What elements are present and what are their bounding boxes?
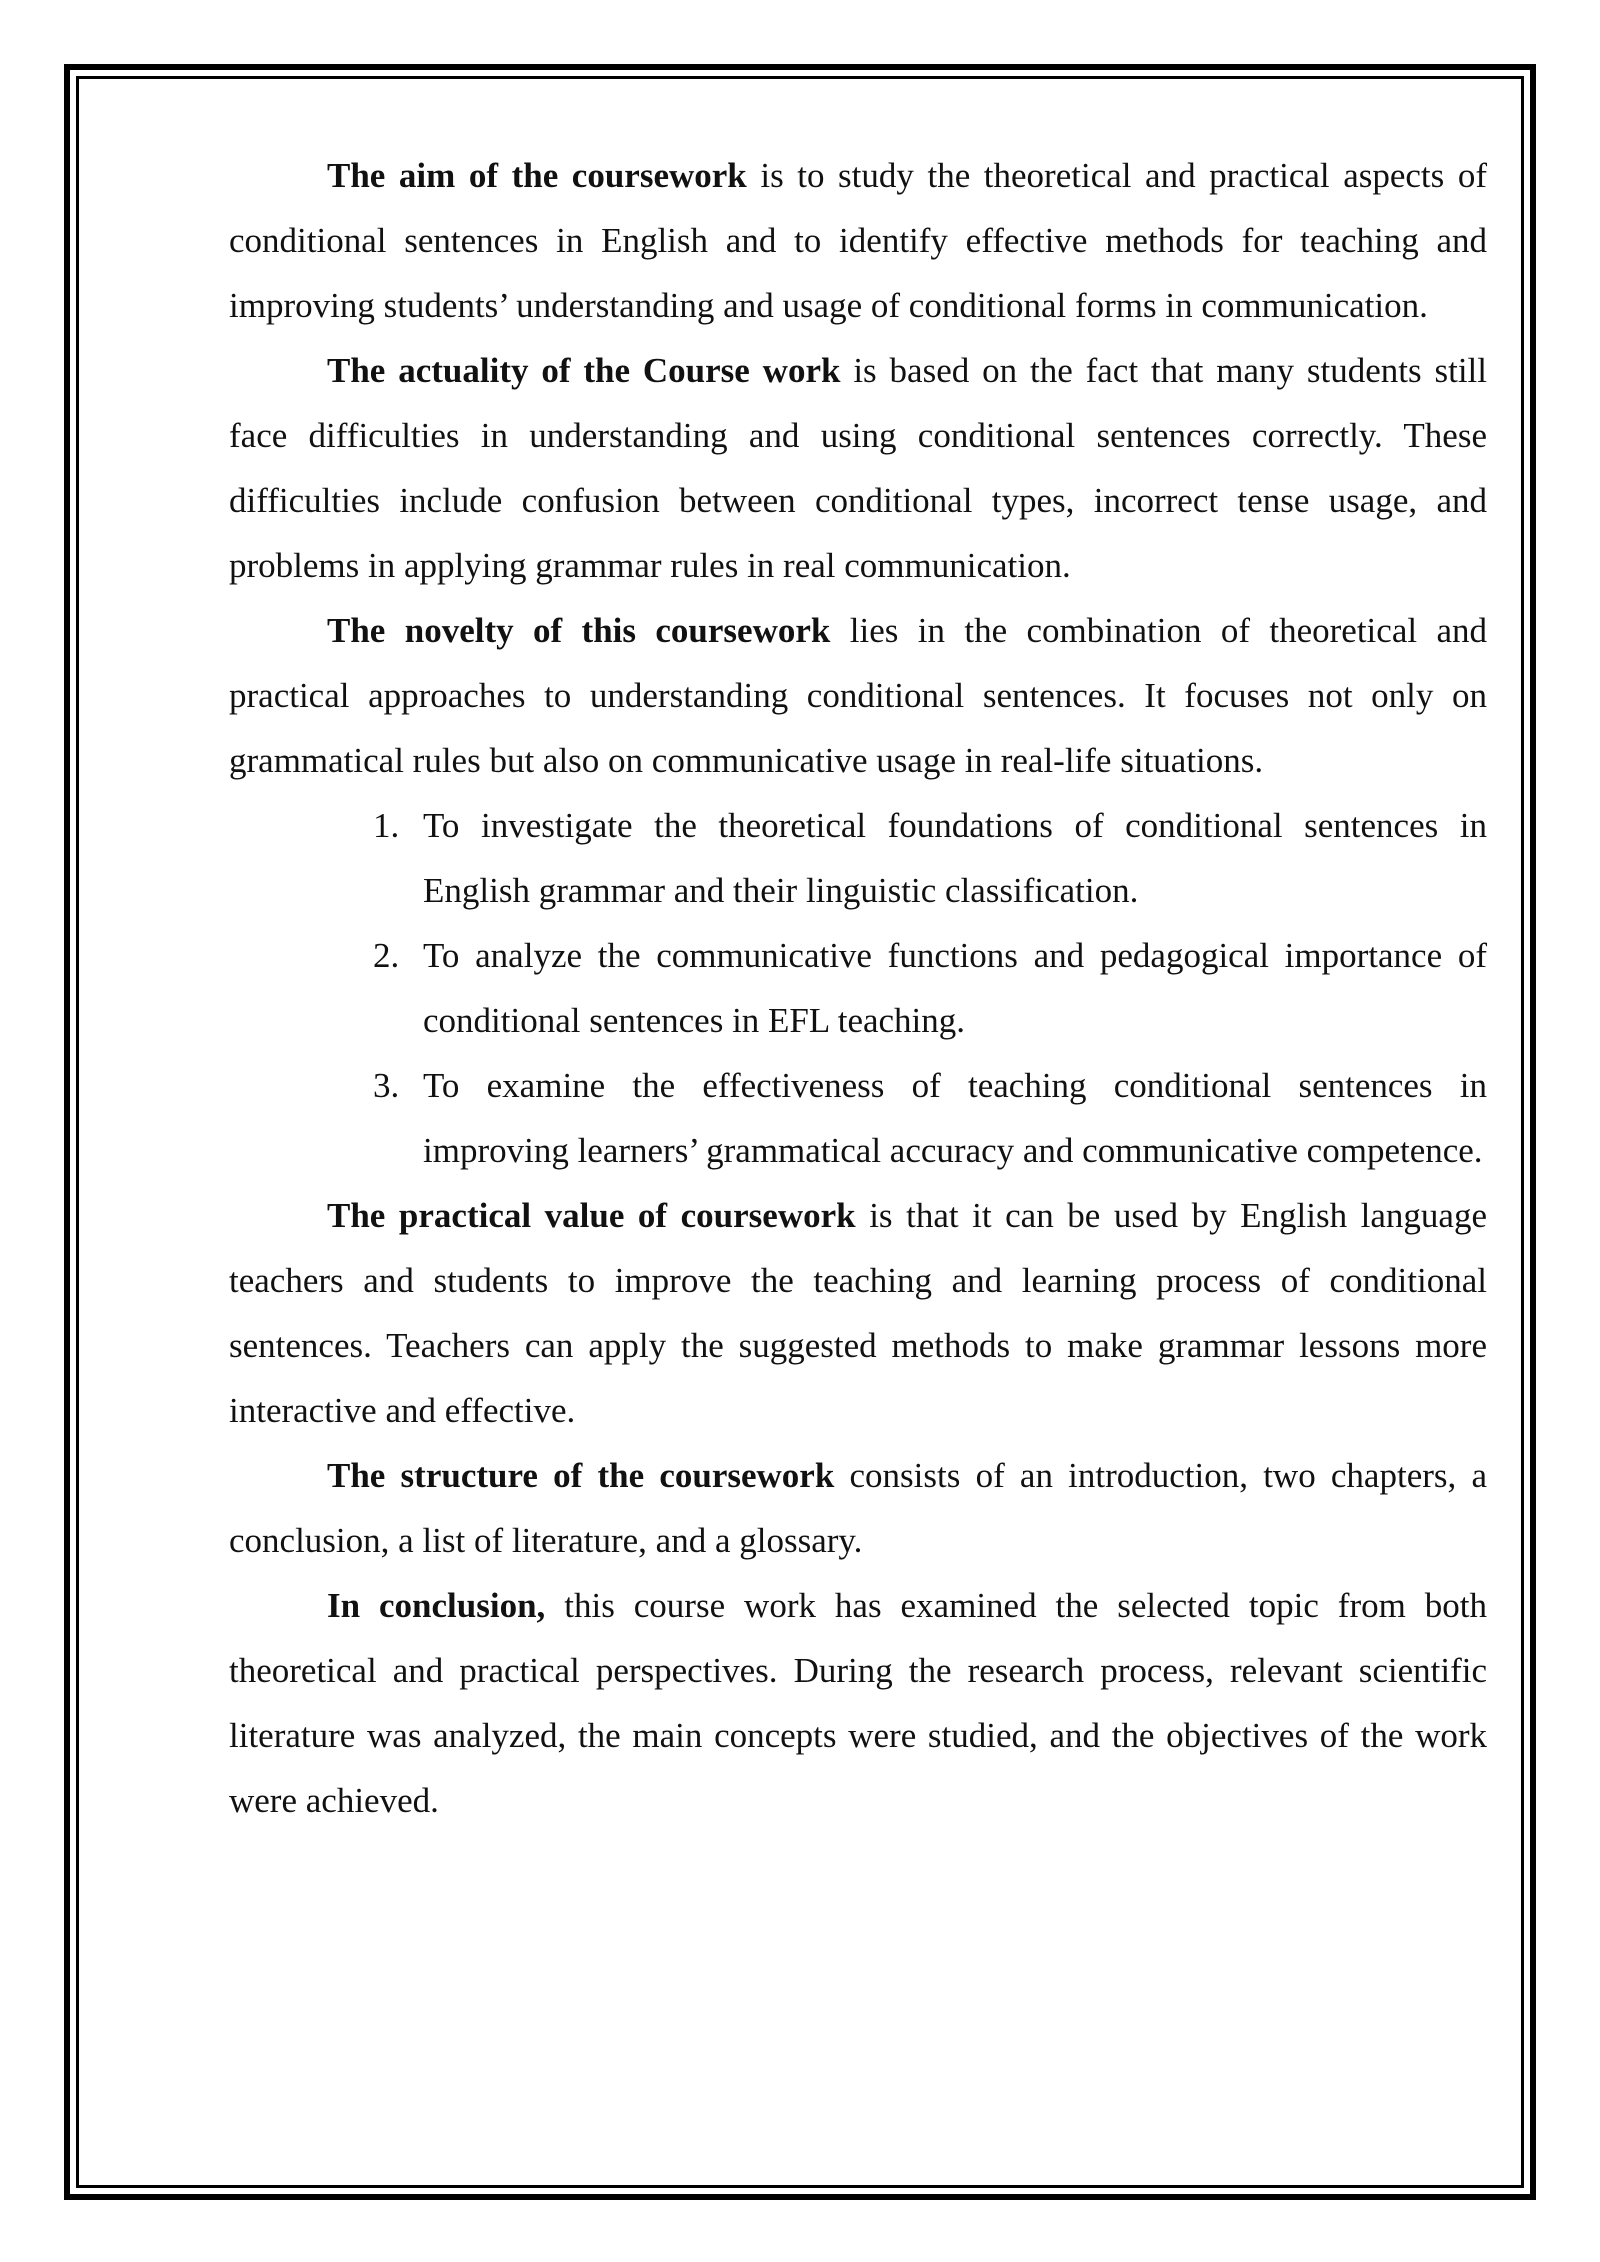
list-item-text: To analyze the communicative functions and pedagogical importance of conditional sentences in EFL teaching. (423, 936, 1487, 1040)
paragraph-text: is based on the fact that many students still face difficulties in understanding and using conditional sentences correctly. These difficulties include confusion between conditional types, incorrect tense usage, and problems in applying grammar rules in real communication. (229, 351, 1487, 585)
document-body (229, 143, 1487, 1833)
list-item-text: To examine the effectiveness of teaching conditional sentences in improving learners’ grammatical accuracy and communicative competence. (423, 1066, 1487, 1170)
list-item-number: 1. (373, 806, 400, 845)
list-item-number: 2. (373, 936, 400, 975)
paragraph-text: this course work has examined the selected topic from both theoretical and practical perspectives. During the research process, relevant scientific literature was analyzed, the main concepts were studied, and the objectives of the work were achieved. (229, 1586, 1487, 1820)
list-item (373, 1053, 1487, 1183)
paragraph-practical-value (229, 1183, 1487, 1443)
list-item-text: To investigate the theoretical foundations of conditional sentences in English grammar and their linguistic classification. (423, 806, 1487, 910)
paragraph-aim (229, 143, 1487, 338)
list-item (373, 923, 1487, 1053)
paragraph-lead: The structure of the coursework (327, 1456, 835, 1495)
paragraph-text: is that it can be used by English language teachers and students to improve the teaching and learning process of conditional sentences. Teachers can apply the suggested methods to make grammar lessons more interactive and effective. (229, 1196, 1487, 1430)
paragraph-lead: In conclusion, (327, 1586, 546, 1625)
paragraph-lead: The aim of the coursework (327, 156, 747, 195)
paragraph-structure (229, 1443, 1487, 1573)
paragraph-lead: The novelty of this coursework (327, 611, 831, 650)
paragraph-novelty (229, 598, 1487, 793)
paragraph-text: lies in the combination of theoretical and practical approaches to understanding conditional sentences. It focuses not only on grammatical rules but also on communicative usage in real-life situations. (229, 611, 1487, 780)
paragraph-lead: The practical value of coursework (327, 1196, 856, 1235)
paragraph-lead: The actuality of the Course work (327, 351, 841, 390)
paragraph-conclusion (229, 1573, 1487, 1833)
list-item-number: 3. (373, 1066, 400, 1105)
list-item (373, 793, 1487, 923)
paragraph-text: is to study the theoretical and practical aspects of conditional sentences in English and to identify effective methods for teaching and improving students’ understanding and usage of conditional forms in communication. (229, 156, 1487, 325)
objectives-list (229, 793, 1487, 1183)
paragraph-text: consists of an introduction, two chapters, a conclusion, a list of literature, and a glossary. (229, 1456, 1487, 1560)
paragraph-actuality (229, 338, 1487, 598)
